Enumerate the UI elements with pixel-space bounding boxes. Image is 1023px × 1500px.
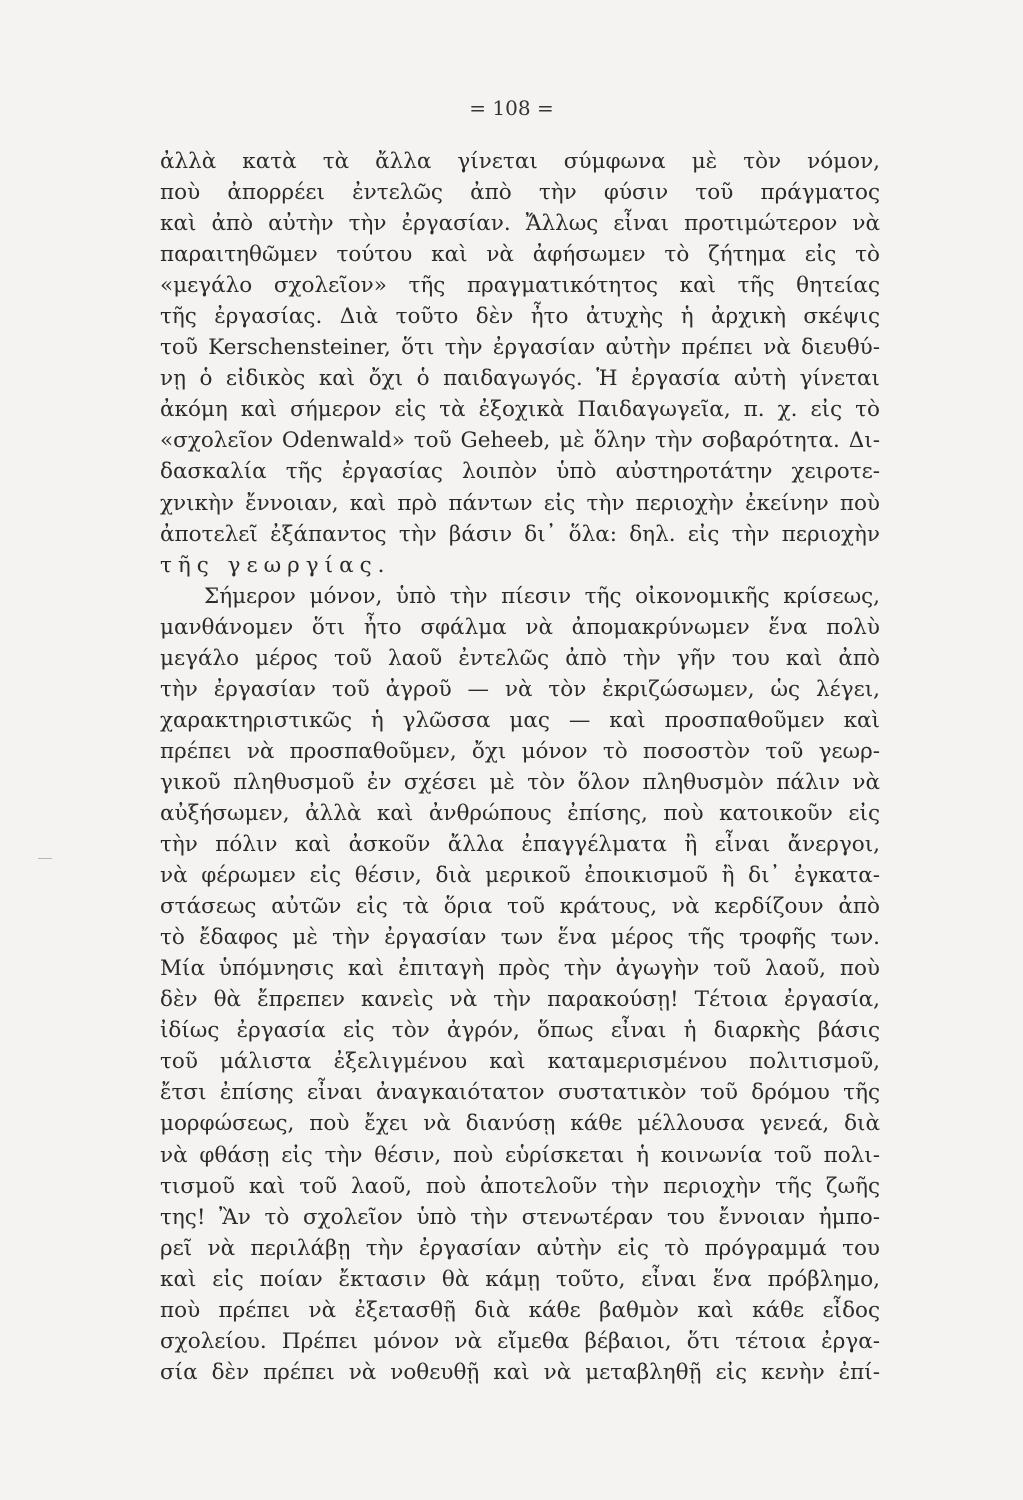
text-line: ἔτσι ἐπίσης εἶναι ἀναγκαιότατον συστατικὸν τοῦ δρόμου τῆς — [160, 1080, 880, 1106]
text-line-paragraph-start: Σήμερον μόνον, ὑπὸ τὴν πίεσιν τῆς οἰκονομικῆς κρίσεως, — [204, 583, 880, 609]
text-line: μανθάνομεν ὅτι ἦτο σφάλμα νὰ ἀπομακρύνωμεν ἕνα πολὺ — [160, 614, 880, 640]
text-line: «μεγάλο σχολεῖον» τῆς πραγματικότητος καὶ τῆς θητείας — [160, 273, 880, 299]
text-line: τὸ ἔδαφος μὲ τὴν ἐργασίαν των ἕνα μέρος τῆς τροφῆς των. — [160, 925, 880, 951]
text-line: ἰδίως ἐργασία εἰς τὸν ἀγρόν, ὅπως εἶναι ἡ διαρκὴς βάσις — [160, 1018, 880, 1044]
text-line: ἀκόμη καὶ σήμερον εἰς τὰ ἐξοχικὰ Παιδαγωγεῖα, π. χ. εἰς τὸ — [160, 397, 880, 423]
text-line: χνικὴν ἔννοιαν, καὶ πρὸ πάντων εἰς τὴν περιοχὴν ἐκείνην ποὺ — [160, 490, 880, 516]
text-line: αὐξήσωμεν, ἀλλὰ καὶ ἀνθρώπους ἐπίσης, ποὺ κατοικοῦν εἰς — [160, 800, 880, 826]
text-line: νὰ φέρωμεν εἰς θέσιν, διὰ μερικοῦ ἐποικισμοῦ ἢ δι᾽ ἐγκατα- — [160, 863, 880, 889]
page-number: = 108 = — [469, 96, 554, 120]
text-line: «σχολεῖον Odenwald» τοῦ Geheeb, μὲ ὅλην τὴν σοβαρότητα. Δι- — [160, 428, 880, 454]
text-line: νῃ ὁ εἰδικὸς καὶ ὄχι ὁ παιδαγωγός. Ἡ ἐργασία αὐτὴ γίνεται — [160, 366, 880, 392]
text-line: δασκαλία τῆς ἐργασίας λοιπὸν ὑπὸ αὐστηροτάτην χειροτε- — [160, 459, 880, 485]
text-line: καὶ εἰς ποίαν ἔκτασιν θὰ κάμῃ τοῦτο, εἶναι ἕνα πρόβλημο, — [160, 1266, 880, 1292]
text-line: πρέπει νὰ προσπαθοῦμεν, ὄχι μόνον τὸ ποσοστὸν τοῦ γεωρ- — [160, 738, 880, 764]
text-line-paragraph-end: τῆς γεωργίας. — [160, 552, 391, 578]
text-line: καὶ ἀπὸ αὐτὴν τὴν ἐργασίαν. Ἄλλως εἶναι προτιμώτερον νὰ — [160, 211, 880, 237]
text-line: στάσεως αὐτῶν εἰς τὰ ὅρια τοῦ κράτους, νὰ κερδίζουν ἀπὸ — [160, 894, 880, 920]
text-line: τῆς ἐργασίας. Διὰ τοῦτο δὲν ἦτο ἀτυχὴς ἡ ἀρχικὴ σκέψις — [160, 304, 880, 330]
text-line: τὴν πόλιν καὶ ἀσκοῦν ἄλλα ἐπαγγέλματα ἢ εἶναι ἄνεργοι, — [160, 832, 880, 858]
text-line: τισμοῦ καὶ τοῦ λαοῦ, ποὺ ἀποτελοῦν τὴν περιοχὴν τῆς ζωῆς — [160, 1173, 880, 1199]
text-line: σία δὲν πρέπει νὰ νοθευθῇ καὶ νὰ μεταβληθῇ εἰς κενὴν ἐπί- — [160, 1359, 880, 1385]
text-line: μεγάλο μέρος τοῦ λαοῦ ἐντελῶς ἀπὸ τὴν γῆν του καὶ ἀπὸ — [160, 645, 880, 671]
text-line: της! Ἂν τὸ σχολεῖον ὑπὸ τὴν στενωτέραν του ἔννοιαν ἠμπο- — [160, 1204, 880, 1230]
text-line: τοῦ Kerschensteiner, ὅτι τὴν ἐργασίαν αὐτὴν πρέπει νὰ διευθύ- — [160, 335, 880, 361]
text-line: γικοῦ πληθυσμοῦ ἐν σχέσει μὲ τὸν ὅλον πληθυσμὸν πάλιν νὰ — [160, 769, 880, 795]
text-line: Μία ὑπόμνησις καὶ ἐπιταγὴ πρὸς τὴν ἀγωγὴν τοῦ λαοῦ, ποὺ — [160, 956, 880, 982]
text-line: σχολείου. Πρέπει μόνον νὰ εἴμεθα βέβαιοι, ὅτι τέτοια ἐργα- — [160, 1328, 880, 1354]
margin-mark — [38, 858, 52, 859]
body-text — [160, 146, 880, 1388]
text-line: χαρακτηριστικῶς ἡ γλῶσσα μας — καὶ προσπαθοῦμεν καὶ — [160, 707, 880, 733]
text-line: τοῦ μάλιστα ἐξελιγμένου καὶ καταμερισμένου πολιτισμοῦ, — [160, 1049, 880, 1075]
text-line: ποὺ πρέπει νὰ ἐξετασθῇ διὰ κάθε βαθμὸν καὶ κάθε εἶδος — [160, 1297, 880, 1323]
text-line: μορφώσεως, ποὺ ἔχει νὰ διανύσῃ κάθε μέλλουσα γενεά, διὰ — [160, 1111, 880, 1137]
text-line: δὲν θὰ ἔπρεπεν κανεὶς νὰ τὴν παρακούσῃ! Τέτοια ἐργασία, — [160, 987, 880, 1013]
text-line: ἀποτελεῖ ἐξάπαντος τὴν βάσιν δι᾽ ὅλα: δηλ. εἰς τὴν περιοχὴν — [160, 521, 880, 547]
text-line: νὰ φθάσῃ εἰς τὴν θέσιν, ποὺ εὑρίσκεται ἡ κοινωνία τοῦ πολι- — [160, 1142, 880, 1168]
text-line: παραιτηθῶμεν τούτου καὶ νὰ ἀφήσωμεν τὸ ζήτημα εἰς τὸ — [160, 242, 880, 268]
text-line: ρεῖ νὰ περιλάβῃ τὴν ἐργασίαν αὐτὴν εἰς τὸ πρόγραμμά του — [160, 1235, 880, 1261]
text-line: ποὺ ἀπορρέει ἐντελῶς ἀπὸ τὴν φύσιν τοῦ πράγματος — [160, 180, 880, 206]
text-line: ἀλλὰ κατὰ τὰ ἄλλα γίνεται σύμφωνα μὲ τὸν νόμον, — [160, 149, 880, 174]
text-line: τὴν ἐργασίαν τοῦ ἀγροῦ — νὰ τὸν ἐκριζώσωμεν, ὡς λέγει, — [160, 676, 880, 702]
